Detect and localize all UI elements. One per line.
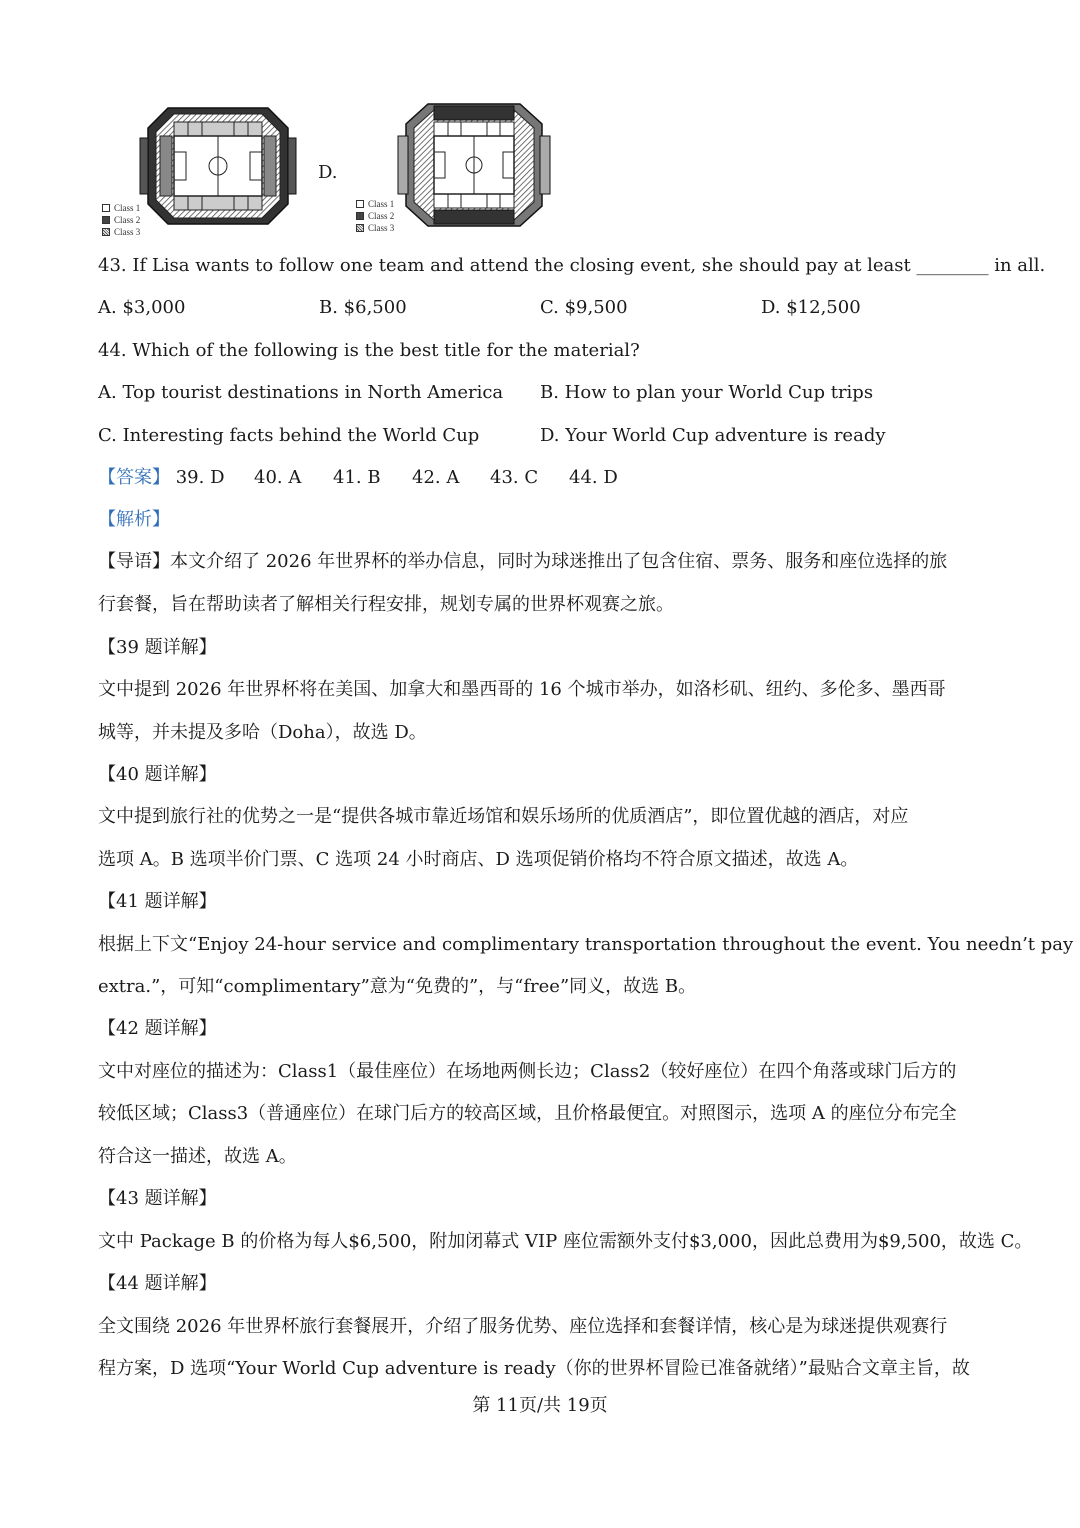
q42-text: 符合这一描述，故选 A。 xyxy=(98,1146,297,1167)
q44-text: 程方案，D 选项“Your World Cup adventure is ready（你的世界杯冒险已准备就绪）”最贴合文章主旨，故 xyxy=(98,1358,970,1379)
q44-option-d: D. Your World Cup adventure is ready xyxy=(540,425,886,446)
class3-swatch xyxy=(102,228,110,236)
q39-text: 城等，并未提及多哈（Doha），故选 D。 xyxy=(98,722,427,743)
legend-label: Class 3 xyxy=(368,223,395,233)
stadium-diagram-c xyxy=(138,104,298,228)
legend-label: Class 1 xyxy=(368,199,395,209)
q41-heading: 【41 题详解】 xyxy=(98,891,217,912)
q42-text: 较低区域；Class3（普通座位）在球门后方的较高区域，且价格最便宜。对照图示，选项 A 的座位分布完全 xyxy=(98,1103,957,1124)
legend-label: Class 2 xyxy=(114,215,141,225)
answer-row xyxy=(98,466,225,490)
legend-d xyxy=(356,198,394,234)
stadium-diagram-d xyxy=(394,102,554,228)
class3-swatch xyxy=(356,224,364,232)
q43-heading: 【43 题详解】 xyxy=(98,1188,217,1209)
legend-label: Class 3 xyxy=(114,227,141,237)
option-d-label: D. xyxy=(318,162,338,183)
class2-swatch xyxy=(356,212,364,220)
q44-option-c: C. Interesting facts behind the World Cup xyxy=(98,425,480,446)
answer-item: 41. B xyxy=(333,467,381,488)
question-43-stem: 43. If Lisa wants to follow one team and attend the closing event, she should pay at least ________ in all. xyxy=(98,255,1046,276)
q44-option-a: A. Top tourist destinations in North America xyxy=(98,382,504,403)
q40-text: 选项 A。B 选项半价门票、C 选项 24 小时商店、D 选项促销价格均不符合原文描述，故选 A。 xyxy=(98,849,859,870)
answer-tag: 【答案】 xyxy=(98,467,170,488)
class2-swatch xyxy=(102,216,110,224)
answer-item: 40. A xyxy=(254,467,302,488)
page-number-footer: 第 11页/共 19页 xyxy=(472,1395,608,1416)
q42-heading: 【42 题详解】 xyxy=(98,1018,217,1039)
q39-heading: 【39 题详解】 xyxy=(98,637,217,658)
q42-text: 文中对座位的描述为：Class1（最佳座位）在场地两侧长边；Class2（较好座位）在四个角落或球门后方的 xyxy=(98,1061,957,1082)
q44-heading: 【44 题详解】 xyxy=(98,1273,217,1294)
answer-item: 42. A xyxy=(412,467,460,488)
intro-line: 【导语】本文介绍了 2026 年世界杯的举办信息，同时为球迷推出了包含住宿、票务、服务和座位选择的旅 xyxy=(98,551,948,572)
q40-heading: 【40 题详解】 xyxy=(98,764,217,785)
question-44-stem: 44. Which of the following is the best title for the material? xyxy=(98,340,640,361)
q43-option-a: A. $3,000 xyxy=(98,297,186,318)
q41-text: extra.”，可知“complimentary”意为“免费的”，与“free”同义，故选 B。 xyxy=(98,976,697,997)
q41-text: 根据上下文“Enjoy 24-hour service and complimentary transportation throughout the event. You needn’t pay xyxy=(98,934,1074,955)
answer-item: 44. D xyxy=(569,467,618,488)
analysis-tag: 【解析】 xyxy=(98,509,170,530)
class1-swatch xyxy=(102,204,110,212)
legend-c xyxy=(102,202,140,238)
q39-text: 文中提到 2026 年世界杯将在美国、加拿大和墨西哥的 16 个城市举办，如洛杉矶、纽约、多伦多、墨西哥 xyxy=(98,679,946,700)
q43-option-c: C. $9,500 xyxy=(540,297,628,318)
q43-option-b: B. $6,500 xyxy=(319,297,407,318)
q43-option-d: D. $12,500 xyxy=(761,297,861,318)
legend-label: Class 1 xyxy=(114,203,141,213)
q44-option-b: B. How to plan your World Cup trips xyxy=(540,382,874,403)
intro-line: 行套餐，旨在帮助读者了解相关行程安排，规划专属的世界杯观赛之旅。 xyxy=(98,594,674,615)
legend-label: Class 2 xyxy=(368,211,395,221)
answer-item: 43. C xyxy=(490,467,539,488)
class1-swatch xyxy=(356,200,364,208)
q43-text: 文中 Package B 的价格为每人$6,500，附加闭幕式 VIP 座位需额外支付$3,000，因此总费用为$9,500，故选 C。 xyxy=(98,1231,1033,1252)
q44-text: 全文围绕 2026 年世界杯旅行套餐展开，介绍了服务优势、座位选择和套餐详情，核心是为球迷提供观赛行 xyxy=(98,1316,948,1337)
q40-text: 文中提到旅行社的优势之一是“提供各城市靠近场馆和娱乐场所的优质酒店”，即位置优越的酒店，对应 xyxy=(98,806,909,827)
answer-item: 39. D xyxy=(175,467,225,488)
